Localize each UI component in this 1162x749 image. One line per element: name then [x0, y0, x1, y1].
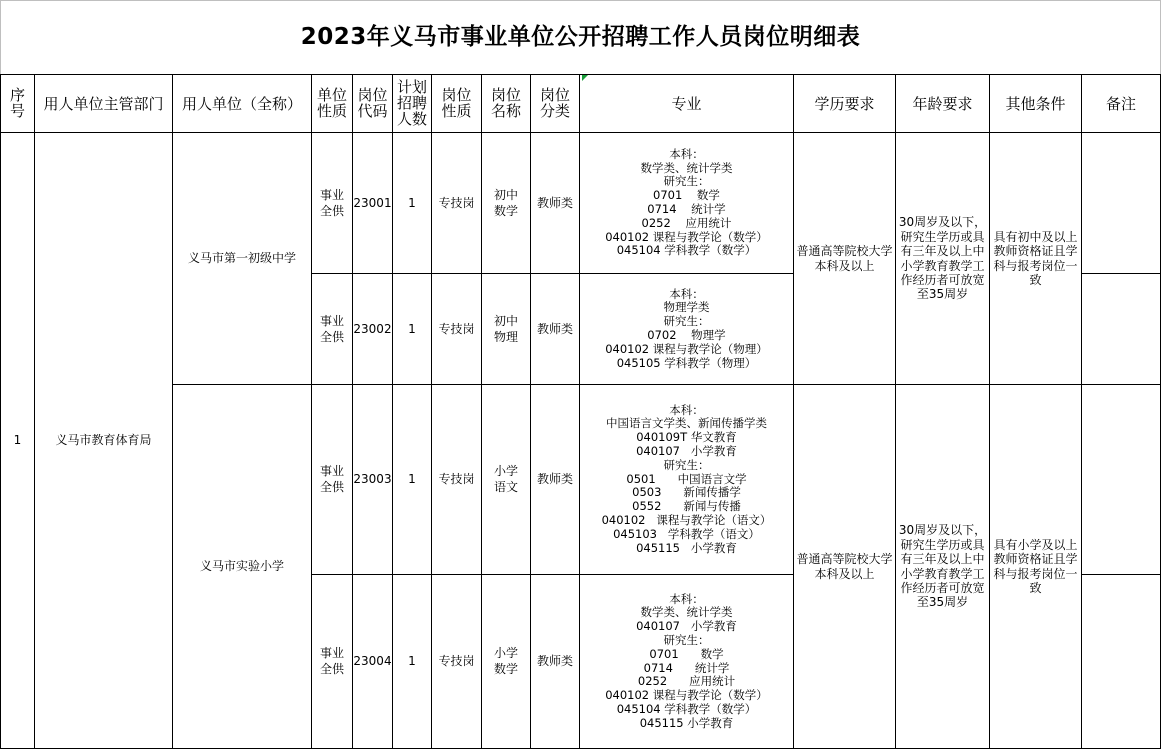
header-row: [1, 75, 1161, 133]
post-category-cell: 教师类: [531, 274, 580, 385]
table-row: [1, 385, 1161, 575]
post-code-cell: 23004: [353, 575, 393, 749]
post-category-cell: 教师类: [531, 385, 580, 575]
plan-count-cell: 1: [393, 575, 432, 749]
age-cell: 30周岁及以下，研究生学历或具有三年及以上中小学教育教学工作经历者可放宽至35周岁: [896, 133, 990, 385]
header-post-nature: 岗位性质: [432, 75, 482, 133]
post-code-cell: 23003: [353, 385, 393, 575]
major-cell: 本科： 数学类、统计学类 040107 小学教育 研究生： 0701 数学 0714 统计学 0252 应用统计 040102 课程与教学论（数学） 045104 学科教学（数学） 045115 小学教育: [580, 575, 794, 749]
header-unit-nature: 单位性质: [312, 75, 353, 133]
education-cell: 普通高等院校大学本科及以上: [794, 133, 896, 385]
post-name-cell: 小学语文: [482, 385, 531, 575]
post-name-cell: 初中数学: [482, 133, 531, 274]
post-code-cell: 23002: [353, 274, 393, 385]
education-cell: 普通高等院校大学本科及以上: [794, 385, 896, 749]
major-cell: 本科： 中国语言文学类、新闻传播学类 040109T 华文教育 040107 小学教育 研究生： 0501 中国语言文学 0503 新闻传播学 0552 新闻与传播 040102 课程与教学论（语文） 045103 学科教学（语文） 045115 小学教育: [580, 385, 794, 575]
unit-nature-cell: 事业全供: [312, 385, 353, 575]
remark-cell: [1082, 133, 1161, 274]
post-name-cell: 初中物理: [482, 274, 531, 385]
header-post-name: 岗位名称: [482, 75, 531, 133]
header-education: 学历要求: [794, 75, 896, 133]
header-remark: 备注: [1082, 75, 1161, 133]
table-row: [1, 133, 1161, 274]
header-post-category: 岗位分类: [531, 75, 580, 133]
major-cell: 本科： 物理学类 研究生： 0702 物理学 040102 课程与教学论（物理） 045105 学科教学（物理）: [580, 274, 794, 385]
header-unit: 用人单位（全称）: [173, 75, 312, 133]
header-seq: 序号: [1, 75, 35, 133]
major-cell: 本科： 数学类、统计学类 研究生： 0701 数学 0714 统计学 0252 应用统计 040102 课程与教学论（数学） 045104 学科教学（数学）: [580, 133, 794, 274]
other-cell: 具有小学及以上教师资格证且学科与报考岗位一致: [990, 385, 1082, 749]
remark-cell: [1082, 274, 1161, 385]
post-nature-cell: 专技岗: [432, 133, 482, 274]
header-post-code: 岗位代码: [353, 75, 393, 133]
header-age: 年龄要求: [896, 75, 990, 133]
remark-cell: [1082, 575, 1161, 749]
post-code-cell: 23001: [353, 133, 393, 274]
unit-cell: 义马市第一初级中学: [173, 133, 312, 385]
unit-cell: 义马市实验小学: [173, 385, 312, 749]
plan-count-cell: 1: [393, 274, 432, 385]
plan-count-cell: 1: [393, 133, 432, 274]
header-other: 其他条件: [990, 75, 1082, 133]
unit-nature-cell: 事业全供: [312, 274, 353, 385]
unit-nature-cell: 事业全供: [312, 133, 353, 274]
header-plan-count: 计划招聘人数: [393, 75, 432, 133]
age-cell: 30周岁及以下，研究生学历或具有三年及以上中小学教育教学工作经历者可放宽至35周岁: [896, 385, 990, 749]
post-nature-cell: 专技岗: [432, 575, 482, 749]
other-cell: 具有初中及以上教师资格证且学科与报考岗位一致: [990, 133, 1082, 385]
unit-nature-cell: 事业全供: [312, 575, 353, 749]
header-major: 专业: [580, 75, 794, 133]
post-category-cell: 教师类: [531, 575, 580, 749]
comment-marker-icon: [582, 75, 588, 81]
remark-cell: [1082, 385, 1161, 575]
dept-cell: 义马市教育体育局: [35, 133, 173, 749]
post-category-cell: 教师类: [531, 133, 580, 274]
post-nature-cell: 专技岗: [432, 274, 482, 385]
seq-cell: 1: [1, 133, 35, 749]
header-dept: 用人单位主管部门: [35, 75, 173, 133]
post-nature-cell: 专技岗: [432, 385, 482, 575]
plan-count-cell: 1: [393, 385, 432, 575]
page-title: 2023年义马市事业单位公开招聘工作人员岗位明细表: [1, 1, 1161, 75]
post-name-cell: 小学数学: [482, 575, 531, 749]
